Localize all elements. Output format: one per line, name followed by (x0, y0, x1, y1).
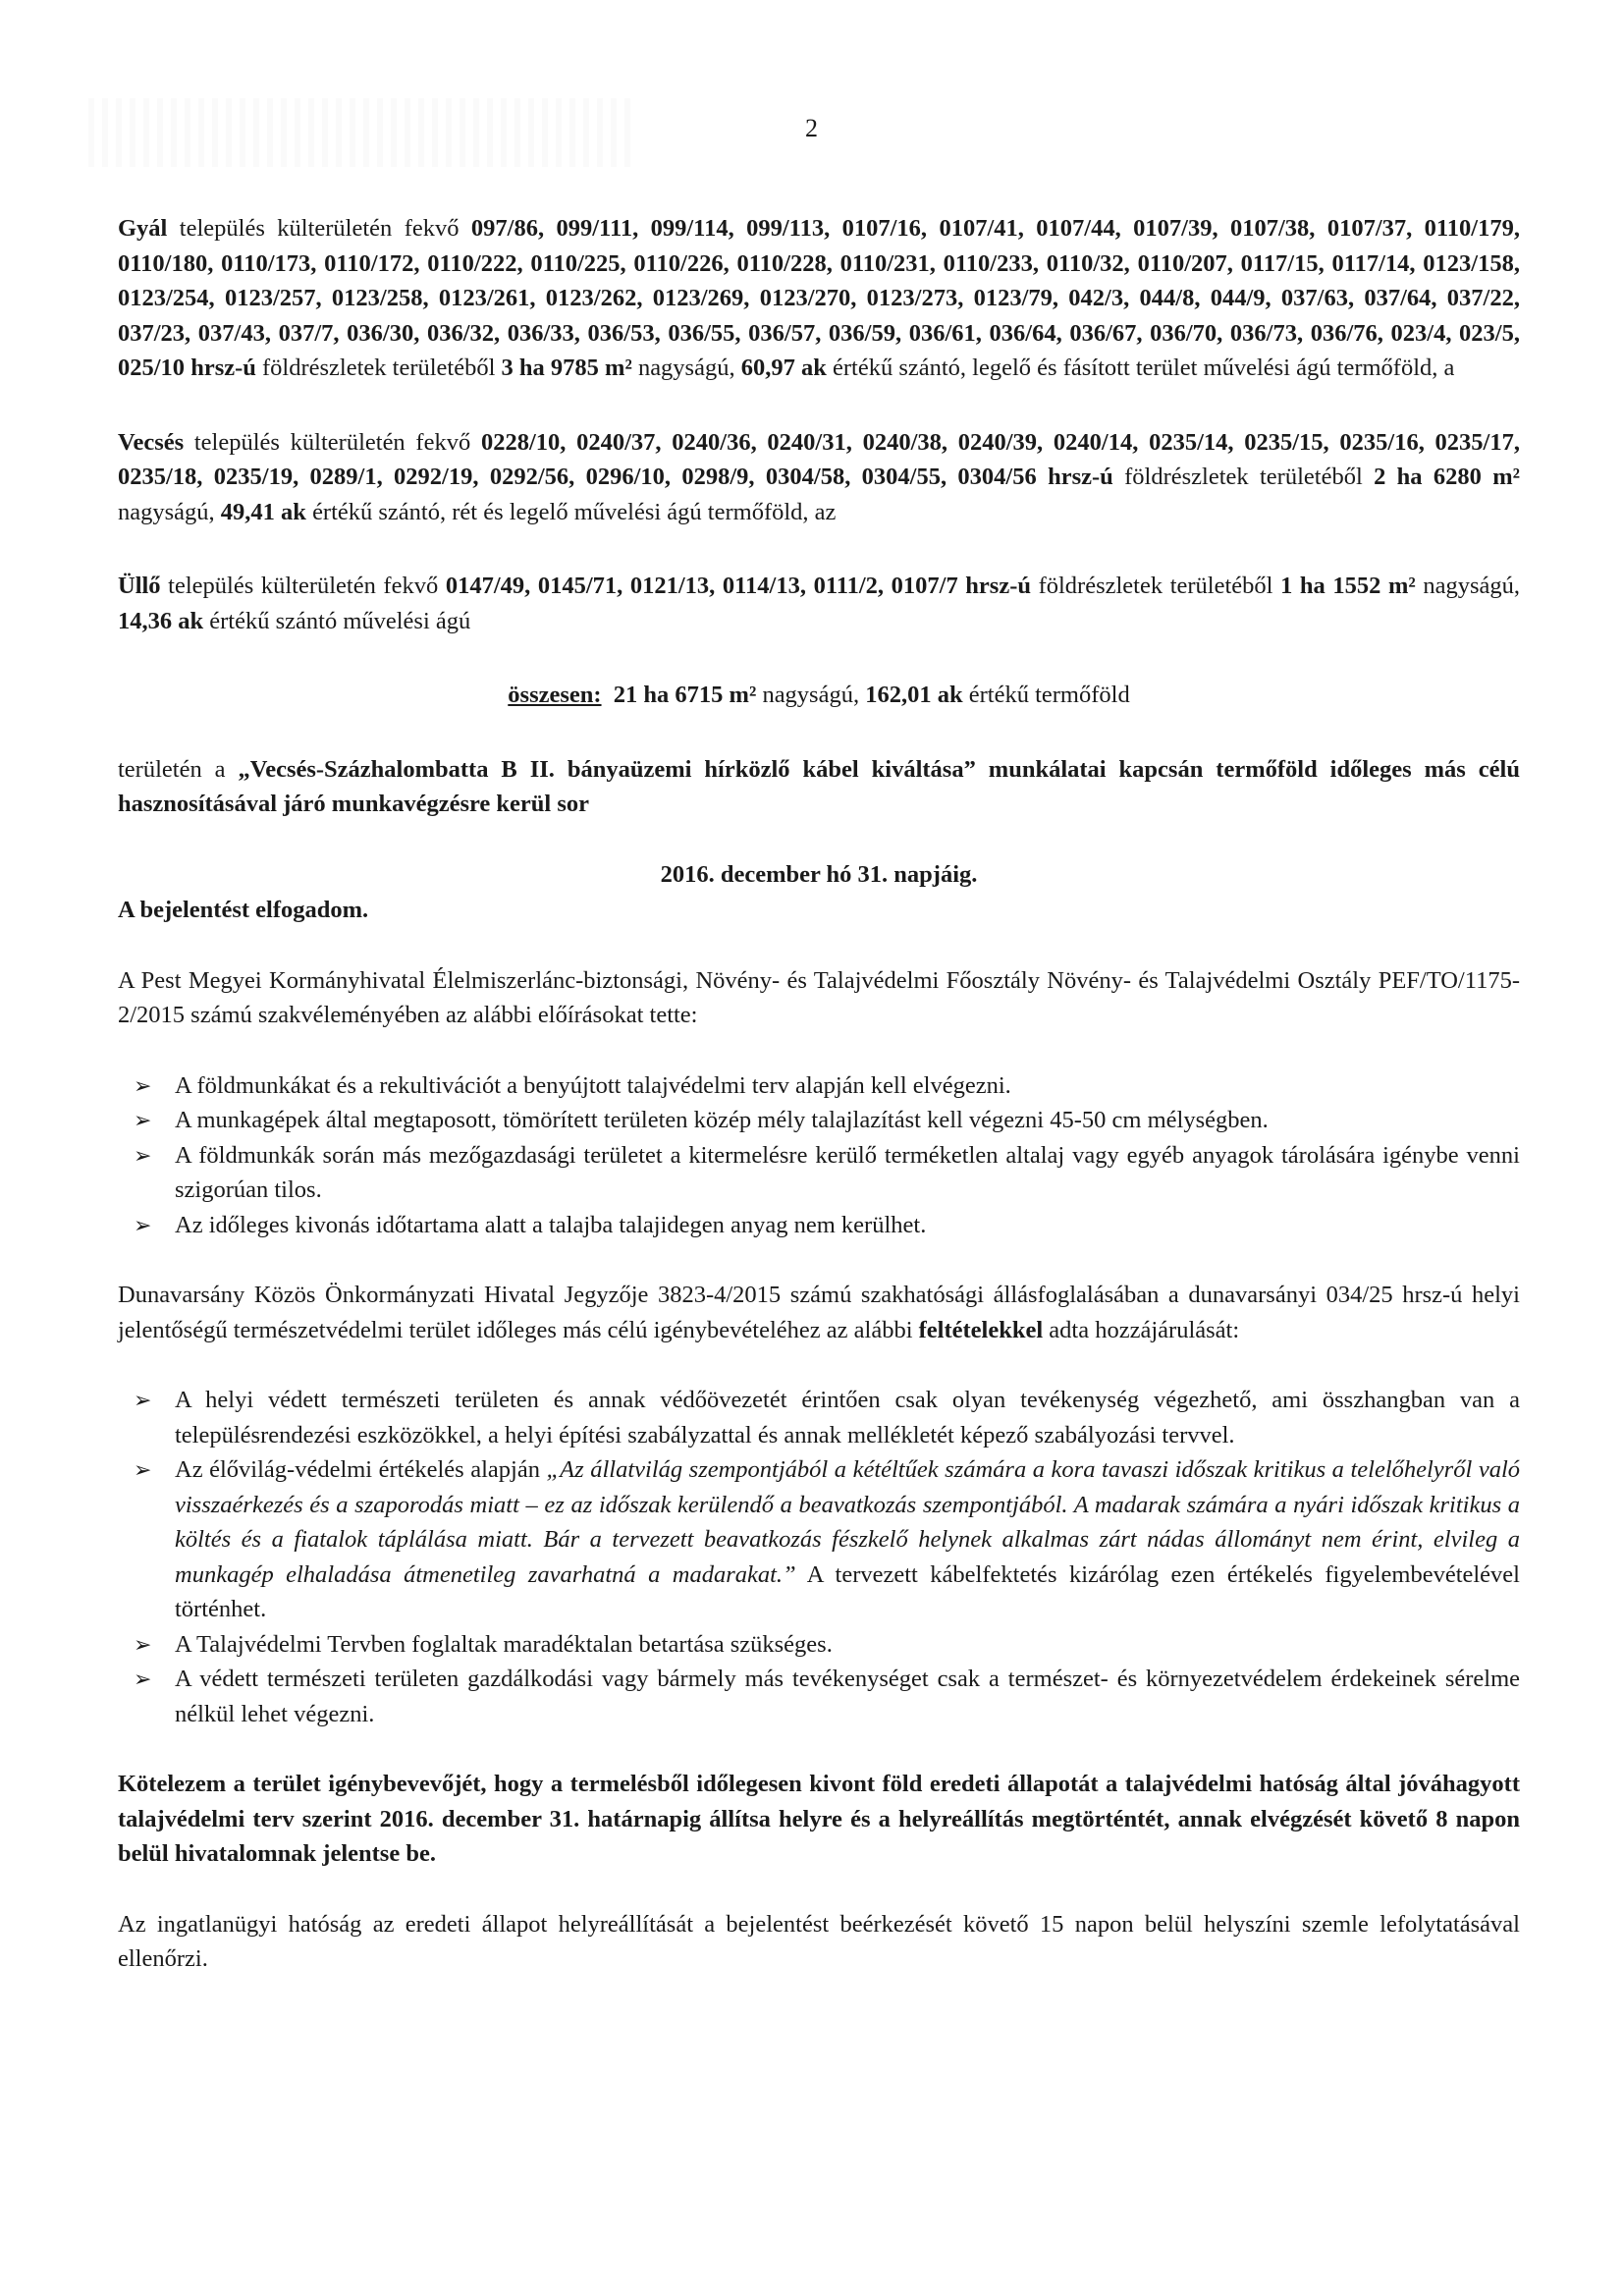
list-item: ➢ A Talajvédelmi Tervben foglaltak maradéktalan betartása szükséges. (175, 1627, 1520, 1663)
total-area: 21 ha 6715 m² (613, 682, 757, 708)
area: 1 ha 1552 m² (1280, 573, 1416, 599)
list-item: ➢ A helyi védett természeti területen és annak védőövezetét érintően csak olyan tevékenység végezhető, ami összhangban van a településrendezési eszközökkel, a helyi építési szabályzattal és annak mellékletét képező szabályozási tervvel. (175, 1383, 1520, 1452)
authority1-paragraph: A Pest Megyei Kormányhivatal Élelmiszerlánc-biztonsági, Növény- és Talajvédelmi Főosztály Növény- és Talajvédelmi Osztály PEF/TO/1175-2/2015 számú szakvéleményében az alábbi előírásokat tette: (118, 966, 1520, 1028)
parcel-paragraph-gyal: Gyál település külterületén fekvő 097/86, 099/111, 099/114, 099/113, 0107/16, 0107/41, 0107/44, 0107/39, 0107/38, 0107/37, 0110/179, 0110/180, 0110/173, 0110/172, 0110/222, 0110/225, 0110/226, 0110/228, 0110/231, 0110/233, 0110/32, 0110/207, 0117/15, 0117/14, 0123/158, 0123/254, 0123/257, 0123/258, 0123/261, 0123/262, 0123/269, 0123/270, 0123/273, 0123/79, 042/3, 044/8, 044/9, 037/63, 037/64, 037/22, 037/23, 037/43, 037/7, 036/30, 036/32, 036/33, 036/53, 036/55, 036/57, 036/59, 036/61, 036/64, 036/67, 036/70, 036/73, 036/76, 023/4, 023/5, 025/10 hrsz-ú földrészletek területéből 3 ha 9785 m² nagyságú, 60,97 ak értékű szántó, legelő és fásított terület művelési ágú termőföld, a (118, 215, 1520, 381)
page-number: 2 (805, 114, 818, 142)
arrow-bullet-icon: ➢ (134, 1072, 152, 1098)
town-name: Üllő (118, 573, 161, 599)
list-item: ➢ A földmunkákat és a rekultivációt a benyújtott talajvédelmi terv alapján kell elvégezni. (175, 1068, 1520, 1104)
list-item: ➢ A földmunkák során más mezőgazdasági területet a kitermelésre kerülő terméketlen altalaj vagy egyéb anyagok tárolására igénybe venni szigorúan tilos. (175, 1138, 1520, 1208)
value: 60,97 ak (740, 355, 827, 381)
project-title: „Vecsés-Százhalombatta B II. bányaüzemi hírközlő kábel kiváltása” munkálatai kapcsán termőföld időleges más célú hasznosításával járó munkavégzésre kerül sor (118, 755, 1520, 817)
arrow-bullet-icon: ➢ (134, 1212, 152, 1237)
list-item: ➢ A munkagépek által megtaposott, tömörített területen közép mély talajlazítást kell végezni 45-50 cm mélységben. (175, 1103, 1520, 1138)
town-name: Vecsés (118, 428, 185, 456)
parcel-numbers: 0228/10, 0240/37, 0240/36, 0240/31, 0240/38, 0240/39, 0240/14, 0235/14, 0235/15, 0235/16, 0235/17, 0235/18, 0235/19, 0289/1, 0292/19, 0292/56, 0296/10, 0298/9, 0304/58, 0304/55, 0304/56 (118, 428, 1520, 490)
quoted-assessment: „Az állatvilág szempontjából a kétéltűek számára a kora tavaszi időszak kritikus a telelőhelyről való visszaérkezés és a szaporodás miatt – ez az időszak kerülendő a beavatkozás szempontjából. A madarak számára a nyári időszak kritikus a költés és a fiatalok táplálása miatt. Bár a tervezett beavatkozás fészkelő helynek alkalmas zárt nádas állományt nem érint, elvileg a munkagép elhaladása átmenetileg zavarhatná a madarakat.” (175, 1456, 1521, 1588)
parcel-numbers: 097/86, 099/111, 099/114, 099/113, 0107/16, 0107/41, 0107/44, 0107/39, 0107/38, 0107/37, 0110/179, 0110/180, 0110/173, 0110/172, 0110/222, 0110/225, 0110/226, 0110/228, 0110/231, 0110/233, 0110/32, 0110/207, 0117/15, 0117/14, 0123/158, 0123/254, 0123/257, 0123/258, 0123/261, 0123/262, 0123/269, 0123/270, 0123/273, 0123/79, 042/3, 044/8, 044/9, 037/63, 037/64, 037/22, 037/23, 037/43, 037/7, 036/30, 036/32, 036/33, 036/53, 036/55, 036/57, 036/59, 036/61, 036/64, 036/67, 036/70, 036/73, 036/76, 023/4, 023/5, 025/10 (118, 215, 1520, 381)
conditions-keyword: feltételekkel (918, 1316, 1044, 1343)
obligation-paragraph: Kötelezem a terület igénybevevőjét, hogy a termelésből időlegesen kivont föld eredeti állapotát a talajvédelmi hatóság által jóváhagyott talajvédelmi terv szerint 2016. december 31. határnapig állítsa helyre és a helyreállítás megtörténtét, annak elvégzését követő 8 napon belül hivatalomnak jelentse be. (118, 1771, 1520, 1867)
town-name: Gyál (118, 215, 168, 242)
authority2-conditions (118, 1383, 1520, 1731)
authority1-requirements (118, 1068, 1520, 1243)
arrow-bullet-icon: ➢ (134, 1388, 152, 1412)
total-line: összesen: 21 ha 6715 m² nagyságú, 162,01 ak értékű termőföld (508, 682, 1130, 708)
area: 3 ha 9785 m² (501, 355, 632, 381)
value: 14,36 ak (118, 607, 204, 634)
inspection-paragraph: Az ingatlanügyi hatóság az eredeti állapot helyreállítását a bejelentést beérkezését követő 15 napon belül helyszíni szemle lefolytatásával ellenőrzi. (118, 1910, 1520, 1972)
authority2-paragraph: Dunavarsány Közös Önkormányzati Hivatal Jegyzője 3823-4/2015 számú szakhatósági állásfoglalásában a dunavarsányi 034/25 hrsz-ú helyi jelentőségű természetvédelmi terület időleges más célú igénybevételéhez az alábbi feltételekkel adta hozzájárulását: (118, 1282, 1520, 1343)
total-value: 162,01 ak (865, 682, 963, 708)
project-paragraph: területén a „Vecsés-Százhalombatta B II. bányaüzemi hírközlő kábel kiváltása” munkálatai kapcsán termőföld időleges más célú hasznosításával járó munkavégzésre kerül sor (118, 755, 1520, 817)
list-item: ➢ Az élővilág-védelmi értékelés alapján „Az állatvilág szempontjából a kétéltűek számára a kora tavaszi időszak kritikus a telelőhelyről való visszaérkezés és a szaporodás miatt – ez az időszak kerülendő a beavatkozás szempontjából. A madarak számára a nyári időszak kritikus a költés és a fiatalok táplálása miatt. Bár a tervezett beavatkozás fészkelő helynek alkalmas zárt nádas állományt nem érint, elvileg a munkagép elhaladása átmenetileg zavarhatná a madarakat.” A tervezett kábelfektetés kizárólag ezen értékelés figyelembevételével történhet. (175, 1452, 1520, 1627)
document-body (118, 211, 1520, 1977)
parcel-paragraph-vecses: Vecsés település külterületén fekvő 0228/10, 0240/37, 0240/36, 0240/31, 0240/38, 0240/39, 0240/14, 0235/14, 0235/15, 0235/16, 0235/17, 0235/18, 0235/19, 0289/1, 0292/19, 0292/56, 0296/10, 0298/9, 0304/58, 0304/55, 0304/56 hrsz-ú földrészletek területéből 2 ha 6280 m² nagyságú, 49,41 ak értékű szántó, rét és legelő művelési ágú termőföld, az (118, 428, 1520, 525)
list-item: ➢ Az időleges kivonás időtartama alatt a talajba talajidegen anyag nem kerülhet. (175, 1208, 1520, 1243)
parcel-numbers: 0147/49, 0145/71, 0121/13, 0114/13, 0111/2, 0107/7 (445, 573, 958, 599)
total-label: összesen: (508, 682, 602, 708)
parcel-paragraph-ullo: Üllő település külterületén fekvő 0147/49, 0145/71, 0121/13, 0114/13, 0111/2, 0107/7 hrsz-ú földrészletek területéből 1 ha 1552 m² nagyságú, 14,36 ak értékű szántó művelési ágú (118, 573, 1520, 634)
arrow-bullet-icon: ➢ (134, 1108, 152, 1132)
deadline-date: 2016. december hó 31. napjáig. (660, 860, 978, 888)
arrow-bullet-icon: ➢ (134, 1457, 152, 1482)
arrow-bullet-icon: ➢ (134, 1142, 152, 1168)
area: 2 ha 6280 m² (1374, 464, 1520, 490)
arrow-bullet-icon: ➢ (134, 1631, 152, 1657)
value: 49,41 ak (220, 498, 306, 525)
arrow-bullet-icon: ➢ (134, 1667, 152, 1691)
list-item: ➢ A védett természeti területen gazdálkodási vagy bármely más tevékenységet csak a természet- és környezetvédelem érdekeinek sérelme nélkül lehet végezni. (175, 1662, 1520, 1731)
deadline-row (118, 857, 1520, 928)
acceptance-statement: A bejelentést elfogadom. (118, 896, 369, 923)
